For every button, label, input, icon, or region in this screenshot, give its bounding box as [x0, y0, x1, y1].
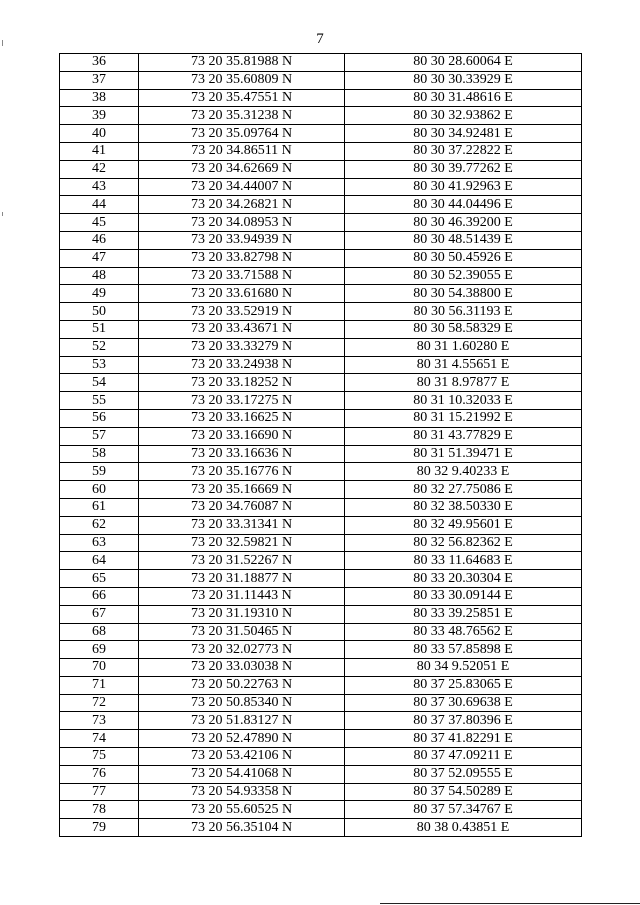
point-number-cell: 54 — [60, 374, 139, 392]
table-row — [60, 765, 582, 783]
point-number-cell: 43 — [60, 178, 139, 196]
latitude-cell: 73 20 33.18252 N — [139, 374, 345, 392]
longitude-cell: 80 32 49.95601 E — [345, 516, 582, 534]
longitude-cell: 80 30 54.38800 E — [345, 285, 582, 303]
latitude-cell: 73 20 33.43671 N — [139, 320, 345, 338]
latitude-cell: 73 20 33.33279 N — [139, 338, 345, 356]
table-row — [60, 303, 582, 321]
longitude-cell: 80 37 25.83065 E — [345, 676, 582, 694]
latitude-cell: 73 20 35.31238 N — [139, 107, 345, 125]
longitude-cell: 80 31 43.77829 E — [345, 427, 582, 445]
longitude-cell: 80 30 28.60064 E — [345, 54, 582, 72]
longitude-cell: 80 37 57.34767 E — [345, 801, 582, 819]
longitude-cell: 80 30 37.22822 E — [345, 142, 582, 160]
table-row — [60, 552, 582, 570]
latitude-cell: 73 20 56.35104 N — [139, 819, 345, 837]
point-number-cell: 59 — [60, 463, 139, 481]
longitude-cell: 80 31 15.21992 E — [345, 409, 582, 427]
point-number-cell: 69 — [60, 641, 139, 659]
table-row — [60, 623, 582, 641]
longitude-cell: 80 33 48.76562 E — [345, 623, 582, 641]
latitude-cell: 73 20 32.59821 N — [139, 534, 345, 552]
table-row — [60, 819, 582, 837]
coordinates-table-body — [60, 54, 582, 837]
latitude-cell: 73 20 33.24938 N — [139, 356, 345, 374]
longitude-cell: 80 37 41.82291 E — [345, 730, 582, 748]
point-number-cell: 67 — [60, 605, 139, 623]
point-number-cell: 61 — [60, 498, 139, 516]
table-row — [60, 516, 582, 534]
table-row — [60, 54, 582, 72]
table-row — [60, 712, 582, 730]
table-row — [60, 676, 582, 694]
longitude-cell: 80 30 46.39200 E — [345, 214, 582, 232]
point-number-cell: 41 — [60, 142, 139, 160]
latitude-cell: 73 20 33.03038 N — [139, 659, 345, 677]
longitude-cell: 80 32 56.82362 E — [345, 534, 582, 552]
latitude-cell: 73 20 34.76087 N — [139, 498, 345, 516]
table-row — [60, 231, 582, 249]
longitude-cell: 80 30 44.04496 E — [345, 196, 582, 214]
point-number-cell: 73 — [60, 712, 139, 730]
latitude-cell: 73 20 50.22763 N — [139, 676, 345, 694]
latitude-cell: 73 20 35.16669 N — [139, 481, 345, 499]
longitude-cell: 80 30 52.39055 E — [345, 267, 582, 285]
table-row — [60, 694, 582, 712]
point-number-cell: 38 — [60, 89, 139, 107]
latitude-cell: 73 20 33.82798 N — [139, 249, 345, 267]
point-number-cell: 62 — [60, 516, 139, 534]
latitude-cell: 73 20 54.41068 N — [139, 765, 345, 783]
table-row — [60, 730, 582, 748]
table-row — [60, 481, 582, 499]
longitude-cell: 80 31 10.32033 E — [345, 392, 582, 410]
table-row — [60, 570, 582, 588]
latitude-cell: 73 20 33.94939 N — [139, 231, 345, 249]
longitude-cell: 80 37 30.69638 E — [345, 694, 582, 712]
table-row — [60, 374, 582, 392]
table-row — [60, 534, 582, 552]
table-row — [60, 338, 582, 356]
longitude-cell: 80 34 9.52051 E — [345, 659, 582, 677]
latitude-cell: 73 20 35.81988 N — [139, 54, 345, 72]
latitude-cell: 73 20 33.52919 N — [139, 303, 345, 321]
point-number-cell: 48 — [60, 267, 139, 285]
table-row — [60, 125, 582, 143]
latitude-cell: 73 20 55.60525 N — [139, 801, 345, 819]
longitude-cell: 80 30 32.93862 E — [345, 107, 582, 125]
longitude-cell: 80 33 57.85898 E — [345, 641, 582, 659]
longitude-cell: 80 37 47.09211 E — [345, 748, 582, 766]
longitude-cell: 80 38 0.43851 E — [345, 819, 582, 837]
table-row — [60, 641, 582, 659]
longitude-cell: 80 30 31.48616 E — [345, 89, 582, 107]
longitude-cell: 80 30 58.58329 E — [345, 320, 582, 338]
point-number-cell: 63 — [60, 534, 139, 552]
point-number-cell: 40 — [60, 125, 139, 143]
table-row — [60, 356, 582, 374]
latitude-cell: 73 20 51.83127 N — [139, 712, 345, 730]
longitude-cell: 80 33 39.25851 E — [345, 605, 582, 623]
point-number-cell: 65 — [60, 570, 139, 588]
longitude-cell: 80 31 8.97877 E — [345, 374, 582, 392]
latitude-cell: 73 20 33.17275 N — [139, 392, 345, 410]
point-number-cell: 75 — [60, 748, 139, 766]
point-number-cell: 64 — [60, 552, 139, 570]
table-row — [60, 409, 582, 427]
point-number-cell: 76 — [60, 765, 139, 783]
latitude-cell: 73 20 34.08953 N — [139, 214, 345, 232]
point-number-cell: 57 — [60, 427, 139, 445]
latitude-cell: 73 20 32.02773 N — [139, 641, 345, 659]
longitude-cell: 80 31 4.55651 E — [345, 356, 582, 374]
latitude-cell: 73 20 54.93358 N — [139, 783, 345, 801]
latitude-cell: 73 20 34.62669 N — [139, 160, 345, 178]
latitude-cell: 73 20 31.18877 N — [139, 570, 345, 588]
latitude-cell: 73 20 53.42106 N — [139, 748, 345, 766]
table-row — [60, 392, 582, 410]
point-number-cell: 53 — [60, 356, 139, 374]
scan-edge-mark — [2, 212, 3, 216]
longitude-cell: 80 32 27.75086 E — [345, 481, 582, 499]
point-number-cell: 55 — [60, 392, 139, 410]
longitude-cell: 80 37 37.80396 E — [345, 712, 582, 730]
point-number-cell: 49 — [60, 285, 139, 303]
point-number-cell: 78 — [60, 801, 139, 819]
longitude-cell: 80 33 30.09144 E — [345, 587, 582, 605]
point-number-cell: 66 — [60, 587, 139, 605]
point-number-cell: 60 — [60, 481, 139, 499]
latitude-cell: 73 20 31.11443 N — [139, 587, 345, 605]
table-row — [60, 214, 582, 232]
longitude-cell: 80 32 9.40233 E — [345, 463, 582, 481]
table-row — [60, 249, 582, 267]
longitude-cell: 80 30 56.31193 E — [345, 303, 582, 321]
longitude-cell: 80 33 11.64683 E — [345, 552, 582, 570]
longitude-cell: 80 30 48.51439 E — [345, 231, 582, 249]
table-row — [60, 463, 582, 481]
latitude-cell: 73 20 34.86511 N — [139, 142, 345, 160]
point-number-cell: 56 — [60, 409, 139, 427]
page-number: 7 — [316, 31, 324, 47]
longitude-cell: 80 32 38.50330 E — [345, 498, 582, 516]
table-row — [60, 178, 582, 196]
longitude-cell: 80 30 30.33929 E — [345, 71, 582, 89]
table-row — [60, 160, 582, 178]
latitude-cell: 73 20 33.16625 N — [139, 409, 345, 427]
table-row — [60, 587, 582, 605]
scan-edge-mark — [2, 40, 3, 46]
longitude-cell: 80 31 1.60280 E — [345, 338, 582, 356]
point-number-cell: 42 — [60, 160, 139, 178]
table-row — [60, 142, 582, 160]
point-number-cell: 46 — [60, 231, 139, 249]
latitude-cell: 73 20 35.60809 N — [139, 71, 345, 89]
table-row — [60, 801, 582, 819]
point-number-cell: 72 — [60, 694, 139, 712]
latitude-cell: 73 20 35.16776 N — [139, 463, 345, 481]
latitude-cell: 73 20 52.47890 N — [139, 730, 345, 748]
point-number-cell: 70 — [60, 659, 139, 677]
point-number-cell: 50 — [60, 303, 139, 321]
latitude-cell: 73 20 35.09764 N — [139, 125, 345, 143]
point-number-cell: 58 — [60, 445, 139, 463]
point-number-cell: 68 — [60, 623, 139, 641]
latitude-cell: 73 20 31.52267 N — [139, 552, 345, 570]
longitude-cell: 80 30 34.92481 E — [345, 125, 582, 143]
coordinates-table — [59, 53, 582, 837]
longitude-cell: 80 30 50.45926 E — [345, 249, 582, 267]
longitude-cell: 80 37 52.09555 E — [345, 765, 582, 783]
longitude-cell: 80 33 20.30304 E — [345, 570, 582, 588]
point-number-cell: 36 — [60, 54, 139, 72]
table-row — [60, 320, 582, 338]
latitude-cell: 73 20 34.44007 N — [139, 178, 345, 196]
latitude-cell: 73 20 33.71588 N — [139, 267, 345, 285]
latitude-cell: 73 20 34.26821 N — [139, 196, 345, 214]
latitude-cell: 73 20 33.16690 N — [139, 427, 345, 445]
point-number-cell: 39 — [60, 107, 139, 125]
table-row — [60, 659, 582, 677]
point-number-cell: 44 — [60, 196, 139, 214]
table-row — [60, 196, 582, 214]
point-number-cell: 45 — [60, 214, 139, 232]
longitude-cell: 80 30 41.92963 E — [345, 178, 582, 196]
longitude-cell: 80 31 51.39471 E — [345, 445, 582, 463]
latitude-cell: 73 20 50.85340 N — [139, 694, 345, 712]
table-row — [60, 267, 582, 285]
point-number-cell: 37 — [60, 71, 139, 89]
table-row — [60, 445, 582, 463]
point-number-cell: 52 — [60, 338, 139, 356]
latitude-cell: 73 20 35.47551 N — [139, 89, 345, 107]
table-row — [60, 427, 582, 445]
scan-bottom-line — [380, 903, 640, 904]
latitude-cell: 73 20 31.19310 N — [139, 605, 345, 623]
table-row — [60, 783, 582, 801]
point-number-cell: 51 — [60, 320, 139, 338]
table-row — [60, 285, 582, 303]
table-row — [60, 89, 582, 107]
point-number-cell: 77 — [60, 783, 139, 801]
latitude-cell: 73 20 33.16636 N — [139, 445, 345, 463]
table-row — [60, 748, 582, 766]
latitude-cell: 73 20 31.50465 N — [139, 623, 345, 641]
table-row — [60, 498, 582, 516]
point-number-cell: 79 — [60, 819, 139, 837]
longitude-cell: 80 30 39.77262 E — [345, 160, 582, 178]
longitude-cell: 80 37 54.50289 E — [345, 783, 582, 801]
table-row — [60, 71, 582, 89]
table-row — [60, 605, 582, 623]
point-number-cell: 71 — [60, 676, 139, 694]
latitude-cell: 73 20 33.61680 N — [139, 285, 345, 303]
table-row — [60, 107, 582, 125]
point-number-cell: 47 — [60, 249, 139, 267]
latitude-cell: 73 20 33.31341 N — [139, 516, 345, 534]
point-number-cell: 74 — [60, 730, 139, 748]
